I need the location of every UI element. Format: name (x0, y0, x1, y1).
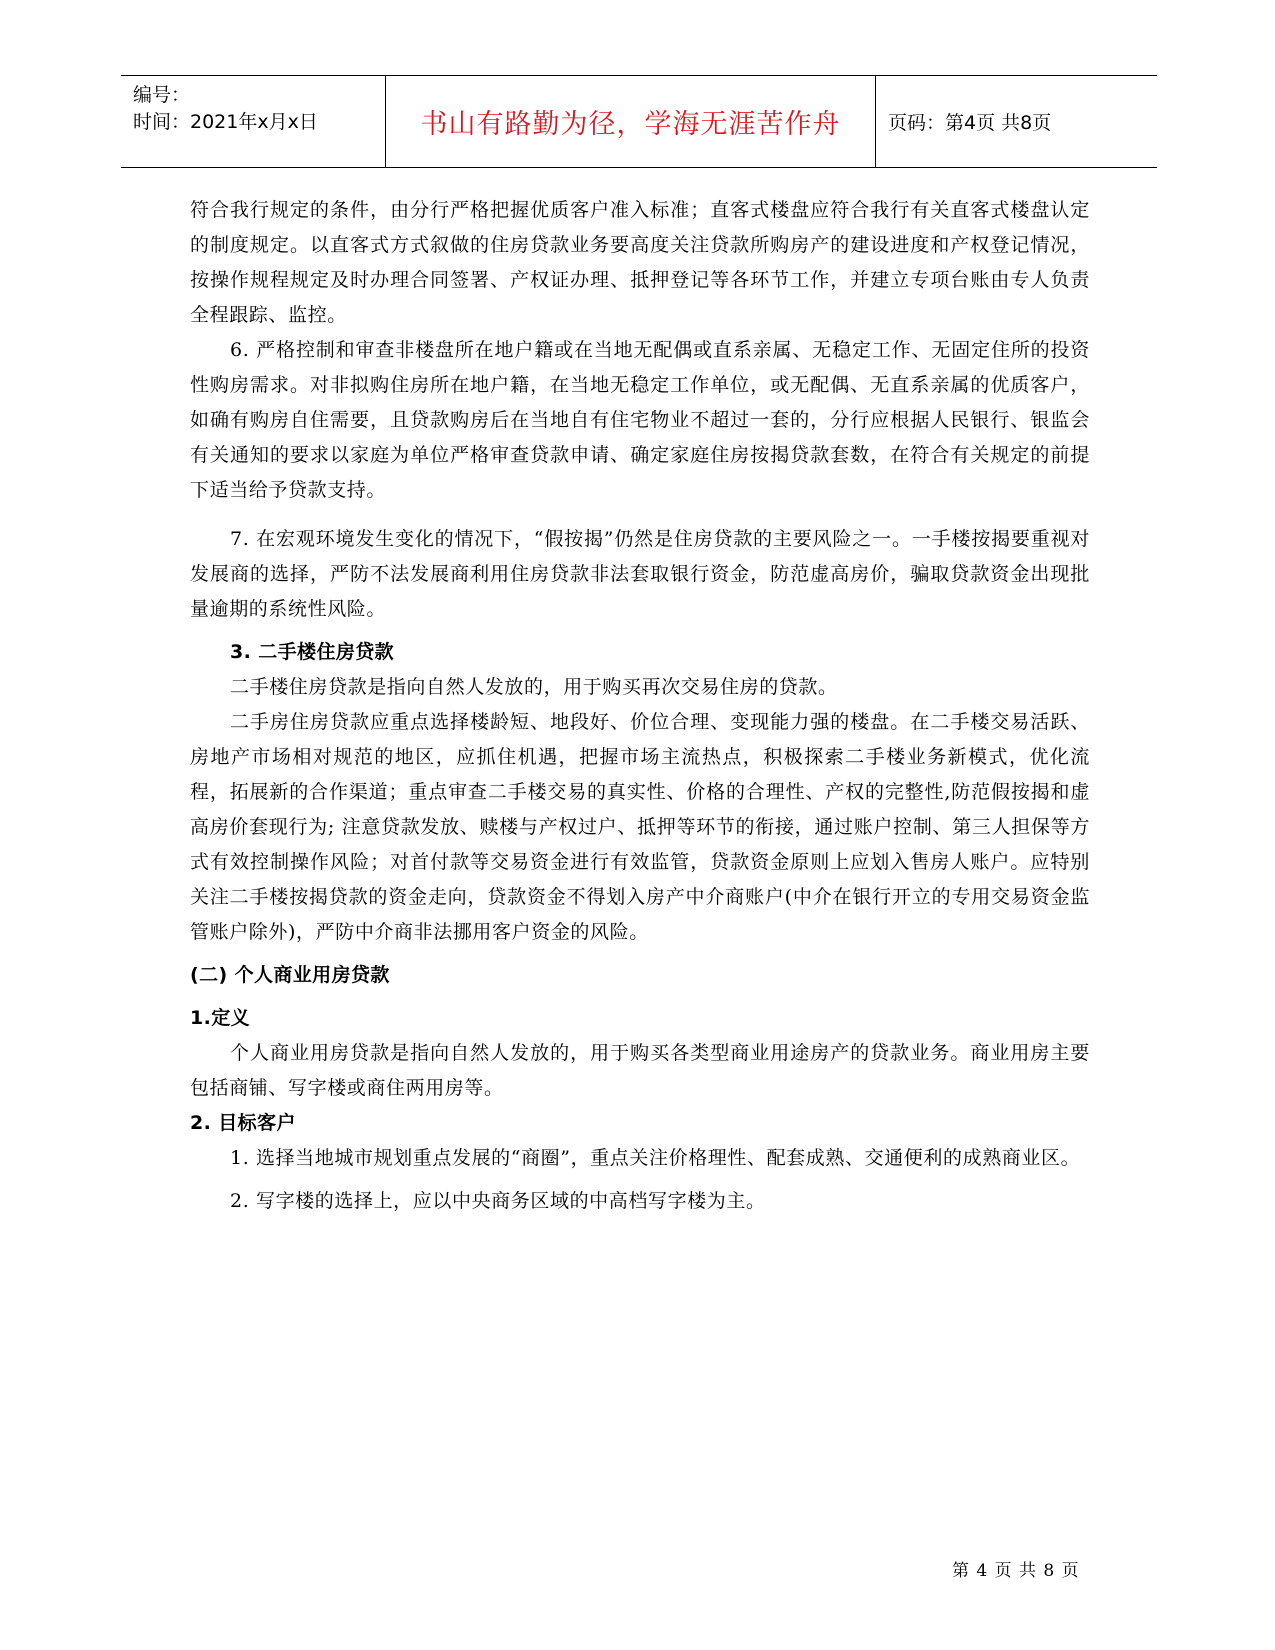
section-heading: (二) 个人商业用房贷款 (190, 964, 390, 986)
paragraph: 二手楼住房贷款是指向自然人发放的，用于购买再次交易住房的贷款。 (230, 676, 838, 698)
paragraph: 7. 在宏观环境发生变化的情况下，“假按揭”仍然是住房贷款的主要风险之一。一手楼按揭要重视对发展商的选择，严防不法发展商利用住房贷款非法套取银行资金，防范虚高房价，骗取贷款资金出现批量逾期的系统性风险。 (190, 528, 1090, 620)
section-heading: 2. 目标客户 (190, 1112, 296, 1134)
section-heading: 1.定义 (190, 1007, 251, 1029)
paragraph: 1. 选择当地城市规划重点发展的“商圈”，重点关注价格理性、配套成熟、交通便利的成熟商业区。 (230, 1147, 1081, 1169)
header-page-info: 页码：第4页 共8页 (888, 112, 1052, 134)
page-footer: 第 4 页 共 8 页 (952, 1561, 1080, 1581)
document-body (190, 193, 1090, 1219)
paragraph: 2. 写字楼的选择上，应以中央商务区域的中高档写字楼为主。 (230, 1190, 766, 1212)
paragraph: 个人商业用房贷款是指向自然人发放的，用于购买各类型商业用途房产的贷款业务。商业用房主要包括商铺、写字楼或商住两用房等。 (190, 1042, 1090, 1099)
paragraph: 6. 严格控制和审查非楼盘所在地户籍或在当地无配偶或直系亲属、无稳定工作、无固定住所的投资性购房需求。对非拟购住房所在地户籍，在当地无稳定工作单位，或无配偶、无直系亲属的优质客户，如确有购房自住需要，且贷款购房后在当地自有住宅物业不超过一套的，分行应根据人民银行、银监会有关通知的要求以家庭为单位严格审查贷款申请、确定家庭住房按揭贷款套数，在符合有关规定的前提下适当给予贷款支持。 (190, 339, 1090, 501)
header-motto: 书山有路勤为径，学海无涯苦作舟 (385, 76, 876, 167)
header-meta (121, 76, 385, 167)
document-time-label: 时间：2021年x月x日 (133, 111, 318, 133)
document-number-label: 编号： (133, 84, 191, 106)
paragraph: 二手房住房贷款应重点选择楼龄短、地段好、价位合理、变现能力强的楼盘。在二手楼交易活跃、房地产市场相对规范的地区，应抓住机遇，把握市场主流热点，积极探索二手楼业务新模式，优化流程，拓展新的合作渠道；重点审查二手楼交易的真实性、价格的合理性、产权的完整性,防范假按揭和虚高房价套现行为; 注意贷款发放、赎楼与产权过户、抵押等环节的衔接，通过账户控制、第三人担保等方式有效控制操作风险；对首付款等交易资金进行有效监管，贷款资金原则上应划入售房人账户。应特别关注二手楼按揭贷款的资金走向，贷款资金不得划入房产中介商账户(中介在银行开立的专用交易资金监管账户除外)，严防中介商非法挪用客户资金的风险。 (190, 711, 1090, 943)
paragraph: 符合我行规定的条件，由分行严格把握优质客户准入标准；直客式楼盘应符合我行有关直客式楼盘认定的制度规定。以直客式方式叙做的住房贷款业务要高度关注贷款所购房产的建设进度和产权登记情况，按操作规程规定及时办理合同签署、产权证办理、抵押登记等各环节工作，并建立专项台账由专人负责全程跟踪、监控。 (190, 199, 1090, 326)
section-heading: 3. 二手楼住房贷款 (230, 641, 395, 663)
page-header (121, 75, 1157, 168)
